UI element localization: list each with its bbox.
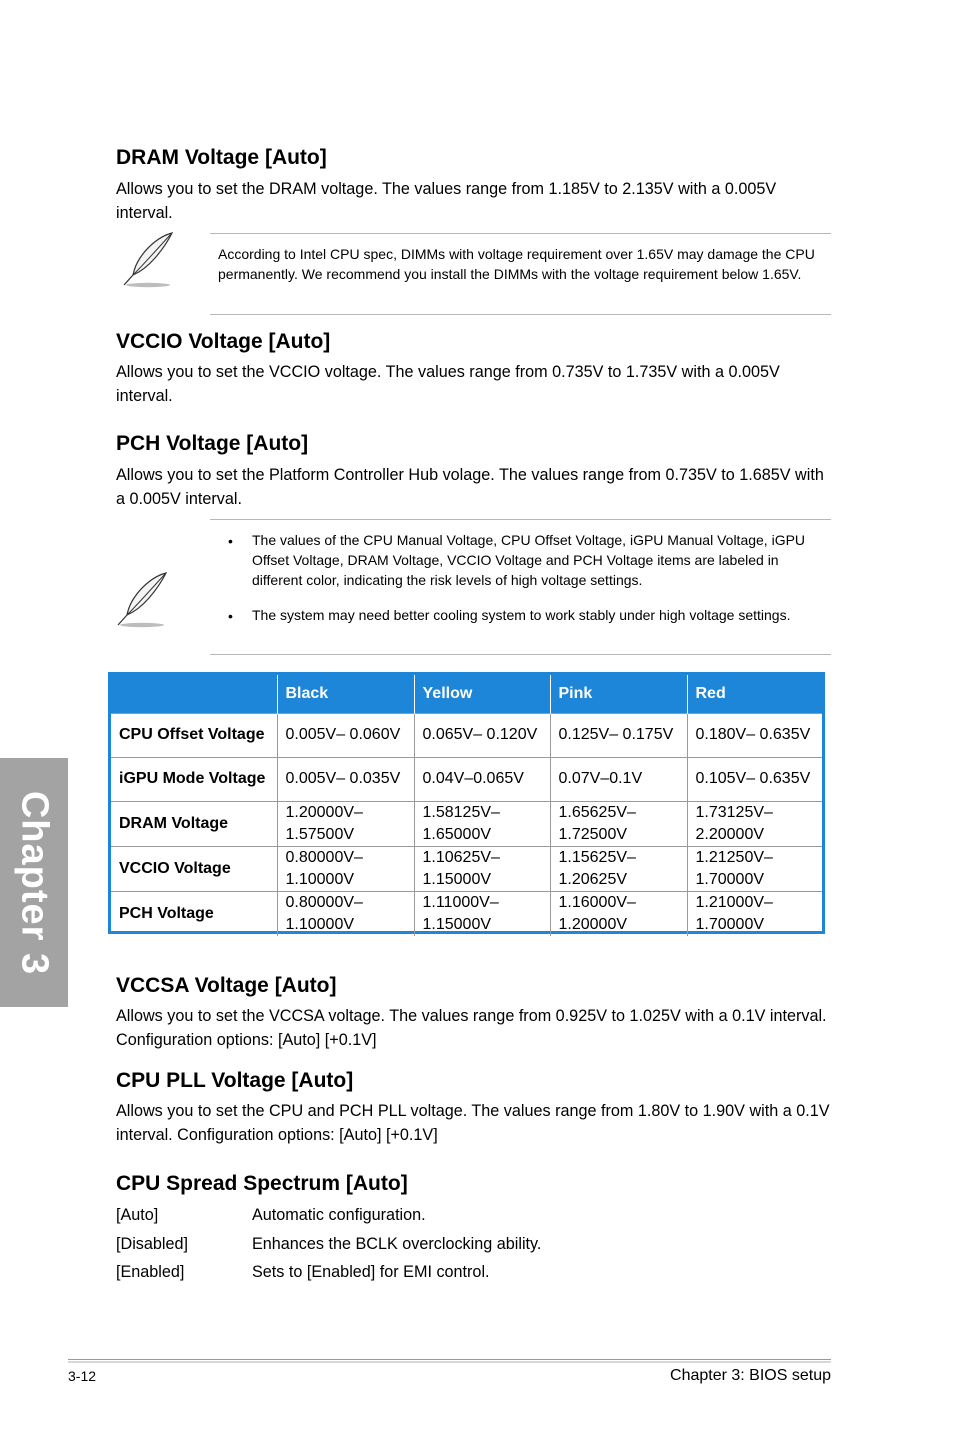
- note-bullet: The system may need better cooling system to work stably under high voltage settings.: [252, 607, 791, 623]
- vccio-voltage-description: Allows you to set the VCCIO voltage. The values range from 0.735V to 1.735V with a 0.005V interval.: [116, 363, 780, 405]
- table-cell: 0.005V– 0.060V: [277, 713, 414, 757]
- table-row: [111, 846, 822, 891]
- dram-voltage-description: Allows you to set the DRAM voltage. The values range from 1.185V to 2.135V with a 0.005V interval.: [116, 180, 777, 222]
- table-cell: 1.15625V– 1.20625V: [550, 846, 687, 891]
- table-row: [111, 757, 822, 801]
- vccsa-voltage-description: Allows you to set the VCCSA voltage. The values range from 0.925V to 1.025V with a 0.1V interval. Configuration options: [Auto] [+0.1V]: [116, 1007, 827, 1049]
- table-header-row: [111, 675, 822, 713]
- bullet-dot: •: [228, 608, 233, 624]
- row-label: DRAM Voltage: [111, 801, 277, 846]
- table-cell: 1.73125V– 2.20000V: [687, 801, 822, 846]
- voltage-color-table: [108, 672, 825, 934]
- note-feather-icon: [118, 230, 178, 288]
- option-key: [Disabled]: [116, 1235, 188, 1253]
- footer-divider-shadow: [68, 1361, 831, 1363]
- footer-chapter-title: Chapter 3: BIOS setup: [670, 1367, 831, 1384]
- row-label: iGPU Mode Voltage: [111, 757, 277, 801]
- cpu-pll-voltage-description: Allows you to set the CPU and PCH PLL voltage. The values range from 1.80V to 1.90V with a 0.1V interval. Configuration options: [Auto] [+0.1V]: [116, 1102, 830, 1144]
- table-cell: 1.11000V– 1.15000V: [414, 891, 550, 936]
- table-header-cell: Red: [687, 675, 822, 713]
- table-row: [111, 891, 822, 936]
- table-cell: 0.07V–0.1V: [550, 757, 687, 801]
- note-text: According to Intel CPU spec, DIMMs with voltage requirement over 1.65V may damage the CPU permanently. We recommend you install the DIMMs with the voltage requirement below 1.65V.: [218, 246, 815, 282]
- table-header-cell: Black: [277, 675, 414, 713]
- row-label: CPU Offset Voltage: [111, 713, 277, 757]
- table-cell: 0.04V–0.065V: [414, 757, 550, 801]
- table-row: [111, 801, 822, 846]
- table-cell: 0.80000V– 1.10000V: [277, 846, 414, 891]
- note-box-dram: [210, 233, 831, 315]
- row-label: PCH Voltage: [111, 891, 277, 936]
- option-desc: Enhances the BCLK overclocking ability.: [252, 1235, 542, 1253]
- row-label: VCCIO Voltage: [111, 846, 277, 891]
- table-cell: 0.105V– 0.635V: [687, 757, 822, 801]
- dram-voltage-heading: DRAM Voltage [Auto]: [116, 146, 327, 169]
- cpu-spread-spectrum-heading: CPU Spread Spectrum [Auto]: [116, 1172, 408, 1195]
- table-cell: 1.21000V– 1.70000V: [687, 891, 822, 936]
- option-key: [Auto]: [116, 1206, 159, 1224]
- page-number: 3-12: [68, 1368, 97, 1384]
- table-cell: 1.21250V– 1.70000V: [687, 846, 822, 891]
- table-header-cell: [111, 675, 277, 713]
- pch-voltage-heading: PCH Voltage [Auto]: [116, 432, 309, 455]
- chapter-tab-label: Chapter 3: [13, 790, 56, 975]
- table-cell: 0.80000V– 1.10000V: [277, 891, 414, 936]
- table-cell: 0.005V– 0.035V: [277, 757, 414, 801]
- table-row: [111, 713, 822, 757]
- table-cell: 0.125V– 0.175V: [550, 713, 687, 757]
- table-cell: 0.065V– 0.120V: [414, 713, 550, 757]
- table-cell: 1.65625V– 1.72500V: [550, 801, 687, 846]
- table-cell: 1.16000V– 1.20000V: [550, 891, 687, 936]
- cpu-pll-voltage-heading: CPU PLL Voltage [Auto]: [116, 1069, 354, 1092]
- option-key: [Enabled]: [116, 1263, 185, 1281]
- bullet-dot: •: [228, 533, 233, 549]
- option-desc: Sets to [Enabled] for EMI control.: [252, 1263, 490, 1281]
- footer-divider: [68, 1359, 831, 1360]
- vccsa-voltage-heading: VCCSA Voltage [Auto]: [116, 974, 337, 997]
- table-cell: 0.180V– 0.635V: [687, 713, 822, 757]
- note-box-voltage-colors: [210, 519, 831, 655]
- table-cell: 1.10625V– 1.15000V: [414, 846, 550, 891]
- note-feather-icon: [112, 570, 172, 628]
- table-header-cell: Pink: [550, 675, 687, 713]
- note-bullet: The values of the CPU Manual Voltage, CPU Offset Voltage, iGPU Manual Voltage, iGPU Offset Voltage, DRAM Voltage, VCCIO Voltage and PCH Voltage items are labeled in different color, indicating the risk levels of high voltage settings.: [252, 532, 806, 588]
- chapter-side-tab: [0, 758, 68, 1007]
- pch-voltage-description: Allows you to set the Platform Controller Hub volage. The values range from 0.735V to 1.685V with a 0.005V interval.: [116, 466, 824, 508]
- option-desc: Automatic configuration.: [252, 1206, 426, 1224]
- vccio-voltage-heading: VCCIO Voltage [Auto]: [116, 330, 331, 353]
- table-cell: 1.58125V– 1.65000V: [414, 801, 550, 846]
- table-header-cell: Yellow: [414, 675, 550, 713]
- table-cell: 1.20000V– 1.57500V: [277, 801, 414, 846]
